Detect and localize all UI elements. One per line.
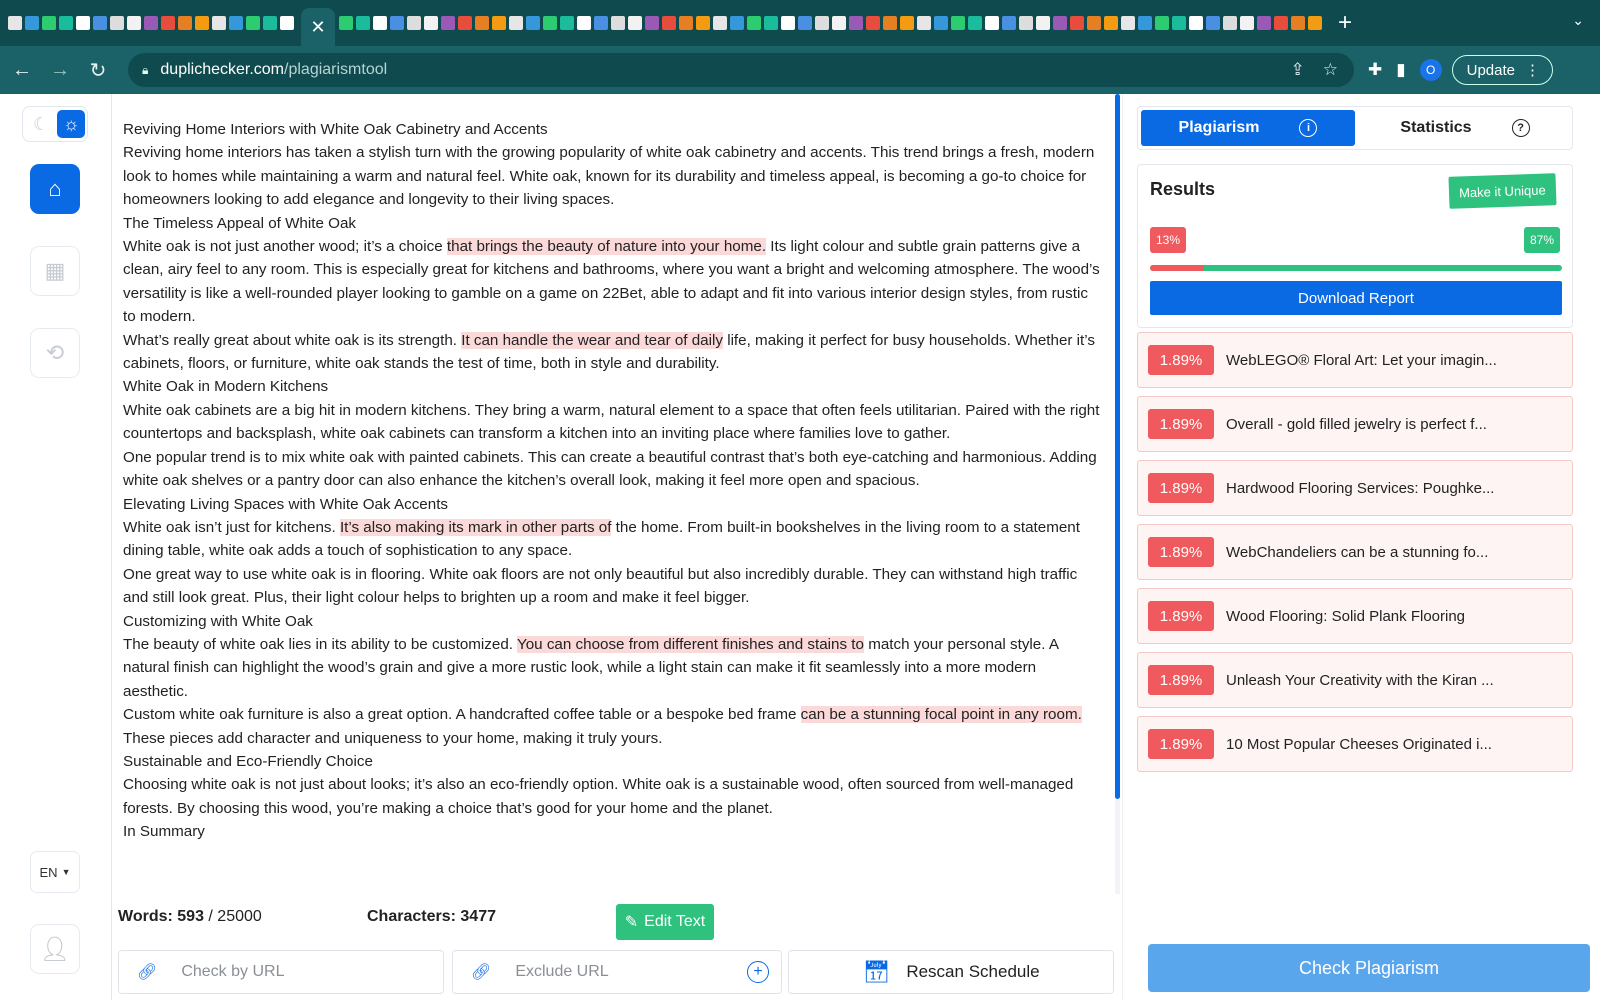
editor-text: The Timeless Appeal of White Oak xyxy=(123,214,356,232)
tab-favicon[interactable] xyxy=(1189,16,1203,30)
match-percent-badge: 1.89% xyxy=(1148,473,1214,503)
editor-text: White oak isn’t just for kitchens. xyxy=(123,518,340,536)
tab-favicon[interactable] xyxy=(764,16,778,30)
tab-favicon[interactable] xyxy=(1240,16,1254,30)
plagiarism-progress-bar xyxy=(1150,265,1562,271)
plagiarism-progress-fill xyxy=(1150,265,1204,271)
source-match-row[interactable] xyxy=(1137,460,1573,516)
help-icon[interactable]: ? xyxy=(1512,119,1530,137)
new-tab-button[interactable]: + xyxy=(1337,9,1352,36)
source-match-row[interactable] xyxy=(1137,396,1573,452)
language-selector[interactable] xyxy=(30,851,80,893)
editor-paragraph xyxy=(123,212,1102,235)
source-title: Overall - gold filled jewelry is perfect f... xyxy=(1226,415,1487,433)
words-limit: / 25000 xyxy=(203,908,262,925)
plagiarized-highlight: that brings the beauty of nature into your home. xyxy=(446,238,767,256)
tab-favicon[interactable] xyxy=(679,16,693,30)
tab-favicon[interactable] xyxy=(8,16,22,30)
check-by-url-field[interactable] xyxy=(118,950,444,994)
browser-toolbar xyxy=(0,46,1600,94)
exclude-url-field[interactable] xyxy=(452,950,782,994)
caret-down-icon: ▼ xyxy=(61,867,71,877)
pinned-tabs xyxy=(8,16,297,30)
tab-favicon[interactable] xyxy=(1138,16,1152,30)
side-panel-icon[interactable]: ▮ xyxy=(1396,60,1406,79)
tab-favicon[interactable] xyxy=(356,16,370,30)
source-match-row[interactable] xyxy=(1137,716,1573,772)
editor-text: In Summary xyxy=(123,823,205,841)
tab-favicon[interactable] xyxy=(849,16,863,30)
tab-favicon[interactable] xyxy=(212,16,226,30)
unique-percent-badge: 87% xyxy=(1524,227,1560,253)
source-title: Wood Flooring: Solid Plank Flooring xyxy=(1226,607,1466,625)
url-domain: duplichecker.com xyxy=(160,61,285,78)
editor-text: Its light colour and subtle grain patterns give a clean, airy feel to any room. This is especially great for kitchens and bathrooms, where you want a bright and welcoming atmosphere. The wood’s versatility is like a well-rounded player looking to gamble on a game on 22Bet, able to adapt and fit into various interior design styles, from rustic to modern. xyxy=(123,238,1100,326)
tab-favicon[interactable] xyxy=(747,16,761,30)
words-label: Words: xyxy=(118,908,173,925)
editor-text: White oak is not just another wood; it’s a choice xyxy=(123,238,447,256)
forward-icon[interactable]: → xyxy=(50,58,70,81)
tab-statistics-label: Statistics xyxy=(1400,119,1472,136)
source-title: 10 Most Popular Cheeses Originated i... xyxy=(1226,735,1492,753)
tab-favicon[interactable] xyxy=(339,16,353,30)
tab-favicon[interactable] xyxy=(815,16,829,30)
source-match-row[interactable] xyxy=(1137,652,1573,708)
tab-favicon[interactable] xyxy=(1002,16,1016,30)
tab-favicon[interactable] xyxy=(1291,16,1305,30)
tab-favicon[interactable] xyxy=(1104,16,1118,30)
tab-favicon[interactable] xyxy=(178,16,192,30)
tab-favicon[interactable] xyxy=(110,16,124,30)
tab-favicon[interactable] xyxy=(1206,16,1220,30)
plagiarized-highlight: can be a stunning focal point in any room. xyxy=(800,706,1082,724)
tab-favicon[interactable] xyxy=(1223,16,1237,30)
editor-scrollbar-thumb[interactable] xyxy=(1115,94,1120,799)
exclude-url-input[interactable] xyxy=(515,963,735,981)
tab-favicon[interactable] xyxy=(1121,16,1135,30)
tab-favicon[interactable] xyxy=(76,16,90,30)
tab-favicon[interactable] xyxy=(424,16,438,30)
tab-favicon[interactable] xyxy=(951,16,965,30)
calendar-icon: 📅︎ xyxy=(862,959,891,984)
source-title: WebChandeliers can be a stunning fo... xyxy=(1226,543,1489,561)
stats-bar xyxy=(112,896,1122,946)
editor-paragraph xyxy=(123,750,1102,773)
dashboard-button[interactable] xyxy=(30,246,80,296)
reload-icon[interactable]: ↻ xyxy=(89,59,107,82)
editor-text: Custom white oak furniture is also a great option. A handcrafted coffee table or a bespoke bed frame xyxy=(123,706,801,724)
tab-favicon[interactable] xyxy=(1070,16,1084,30)
tab-favicon[interactable] xyxy=(161,16,175,30)
tab-favicon[interactable] xyxy=(42,16,56,30)
editor-text: Choosing white oak is not just about looks; it’s also an eco-friendly option. White oak is a sustainable wood, often sourced from well-managed forests. By choosing this wood, you’re making a choice that’s good for your home and the planet. xyxy=(123,776,1074,817)
tab-favicon[interactable] xyxy=(492,16,506,30)
rescan-schedule-button[interactable] xyxy=(788,950,1114,994)
match-percent-badge: 1.89% xyxy=(1148,729,1214,759)
editor-paragraph xyxy=(123,141,1102,211)
editor-text: One great way to use white oak is in flooring. White oak floors are not only beautiful but also incredibly durable. They can withstand high traffic and still look great. Plus, their light colour helps to brighten up a room and make it feel bigger. xyxy=(123,565,1078,607)
tab-favicon[interactable] xyxy=(900,16,914,30)
editor-paragraph xyxy=(123,118,1102,141)
tab-favicon[interactable] xyxy=(662,16,676,30)
tab-favicon[interactable] xyxy=(798,16,812,30)
tab-favicon[interactable] xyxy=(560,16,574,30)
tab-favicon[interactable] xyxy=(25,16,39,30)
profile-avatar[interactable]: O xyxy=(1420,59,1442,81)
editor-paragraph xyxy=(123,703,1102,750)
add-url-icon[interactable]: + xyxy=(747,961,769,983)
source-match-row[interactable] xyxy=(1137,524,1573,580)
plagiarized-highlight: It can handle the wear and tear of daily xyxy=(461,331,723,349)
close-tab-icon[interactable]: ✕ xyxy=(310,16,326,37)
editor-text: life, making it perfect for busy households. Whether it’s cabinets, floors, or furniture, white oak stands the test of time, both in style and durability. xyxy=(123,331,1095,373)
tab-favicon[interactable] xyxy=(1308,16,1322,30)
user-account-button[interactable] xyxy=(30,924,80,974)
chars-label: Characters: xyxy=(367,908,456,925)
source-title: WebLEGO® Floral Art: Let your imagin... xyxy=(1226,351,1497,369)
editor-paragraph xyxy=(123,633,1102,703)
history-button[interactable] xyxy=(30,328,80,378)
match-percent-badge: 1.89% xyxy=(1148,665,1214,695)
link-icon: 🔗︎ xyxy=(137,964,158,981)
editor-text: These pieces add character and uniqueness to your home, making it truly yours. xyxy=(123,729,663,747)
browser-tab-strip xyxy=(0,0,1600,46)
tab-favicon[interactable] xyxy=(628,16,642,30)
tab-favicon[interactable] xyxy=(1087,16,1101,30)
check-plagiarism-button[interactable]: Check Plagiarism xyxy=(1148,944,1590,992)
tab-favicon[interactable] xyxy=(713,16,727,30)
tab-favicon[interactable] xyxy=(195,16,209,30)
editor-paragraph xyxy=(123,516,1102,563)
results-tabs xyxy=(1137,106,1573,150)
tab-favicon[interactable] xyxy=(543,16,557,30)
edit-text-button[interactable] xyxy=(616,904,714,940)
bookmark-star-icon[interactable]: ☆ xyxy=(1322,60,1338,79)
editor-paragraph xyxy=(123,329,1102,376)
chars-value: 3477 xyxy=(460,908,496,925)
edit-icon: ✎ xyxy=(624,914,639,931)
match-percent-badge: 1.89% xyxy=(1148,537,1214,567)
tab-favicon[interactable] xyxy=(509,16,523,30)
tab-plagiarism[interactable] xyxy=(1141,110,1355,146)
tab-favicon[interactable] xyxy=(1053,16,1067,30)
words-value: 593 xyxy=(177,908,204,925)
tab-favicon[interactable] xyxy=(611,16,625,30)
lock-icon: 🔒︎ xyxy=(142,62,149,77)
tab-favicon[interactable] xyxy=(93,16,107,30)
grid-icon: ▦ xyxy=(44,258,66,283)
editor-paragraph xyxy=(123,446,1102,493)
tab-favicon[interactable] xyxy=(968,16,982,30)
editor-text: Elevating Living Spaces with White Oak Accents xyxy=(123,495,449,513)
edit-label: Edit Text xyxy=(644,913,706,930)
tab-favicon[interactable] xyxy=(1019,16,1033,30)
match-percent-badge: 1.89% xyxy=(1148,409,1214,439)
source-title: Hardwood Flooring Services: Poughke... xyxy=(1226,479,1495,497)
info-icon[interactable]: i xyxy=(1299,119,1317,137)
theme-toggle[interactable] xyxy=(22,106,88,142)
active-tab[interactable] xyxy=(301,8,335,46)
left-sidebar xyxy=(0,94,112,1000)
text-editor[interactable] xyxy=(112,94,1122,894)
tab-favicon[interactable] xyxy=(1172,16,1186,30)
source-title: Unleash Your Creativity with the Kiran ... xyxy=(1226,671,1494,689)
moon-icon[interactable]: ☾ xyxy=(33,113,50,134)
editor-paragraph xyxy=(123,399,1102,446)
update-label: Update xyxy=(1466,61,1515,79)
history-icon: ⟲ xyxy=(45,340,65,365)
editor-paragraph xyxy=(123,235,1102,329)
results-panel xyxy=(1122,94,1600,1000)
match-percent-badge: 1.89% xyxy=(1148,601,1214,631)
tab-favicon[interactable] xyxy=(127,16,141,30)
editor-text: the home. From built-in bookshelves in the living room to a statement dining table, white oak adds a touch of sophistication to any space. xyxy=(123,518,1080,560)
match-percent-badge: 1.89% xyxy=(1148,345,1214,375)
tab-favicon[interactable] xyxy=(917,16,931,30)
tab-favicon[interactable] xyxy=(781,16,795,30)
user-icon: 👤︎ xyxy=(39,935,71,963)
editor-paragraph xyxy=(123,820,1102,843)
tab-favicon[interactable] xyxy=(696,16,710,30)
home-icon: ⌂ xyxy=(48,176,62,201)
editor-paragraph xyxy=(123,610,1102,633)
editor-text: Reviving home interiors has taken a stylish turn with the growing popularity of white oak cabinetry and accents. This trend brings a fresh, modern look to homes while maintaining a warm and natural feel. White oak, known for its durability and timeless appeal, is becoming a go-to choice for homeowners looking to add elegance and longevity to their living spaces. xyxy=(123,144,1095,209)
link-icon: 🔗︎ xyxy=(471,964,492,981)
tab-favicon[interactable] xyxy=(832,16,846,30)
tab-favicon[interactable] xyxy=(441,16,455,30)
editor-text: Sustainable and Eco-Friendly Choice xyxy=(123,752,373,770)
editor-paragraph xyxy=(123,773,1102,820)
editor-text: The beauty of white oak lies in its ability to be customized. xyxy=(123,635,517,653)
tab-favicon[interactable] xyxy=(373,16,387,30)
sun-icon[interactable]: ☼ xyxy=(57,110,85,138)
tab-search-icon[interactable]: ⌄ xyxy=(1572,12,1584,28)
tab-favicon[interactable] xyxy=(280,16,294,30)
results-summary xyxy=(1137,164,1573,328)
word-count xyxy=(118,908,262,926)
tab-favicon[interactable] xyxy=(730,16,744,30)
tab-plagiarism-label: Plagiarism xyxy=(1178,119,1260,136)
tab-favicon[interactable] xyxy=(594,16,608,30)
tab-favicon[interactable] xyxy=(458,16,472,30)
tab-statistics[interactable] xyxy=(1358,107,1572,149)
language-label: EN xyxy=(39,864,58,880)
tab-favicon[interactable] xyxy=(407,16,421,30)
editor-paragraph xyxy=(123,493,1102,516)
extensions-puzzle-icon[interactable]: ✚ xyxy=(1368,60,1383,79)
tab-favicon[interactable] xyxy=(985,16,999,30)
tab-favicon[interactable] xyxy=(246,16,260,30)
tab-favicon[interactable] xyxy=(866,16,880,30)
tab-favicon[interactable] xyxy=(526,16,540,30)
editor-text: One popular trend is to mix white oak with painted cabinets. This can create a beautiful contrast that’s both eye-catching and harmonious. Adding white oak shelves or a pantry door can also enhance the kitchen’s overall look, making it feel more open and spacious. xyxy=(123,448,1097,490)
tab-favicon[interactable] xyxy=(390,16,404,30)
tab-favicon[interactable] xyxy=(1257,16,1271,30)
home-button[interactable] xyxy=(30,164,80,214)
tab-favicon[interactable] xyxy=(577,16,591,30)
share-icon[interactable]: ⇪ xyxy=(1290,60,1305,79)
plagiarized-highlight: You can choose from different finishes and stains to xyxy=(516,635,864,653)
background-tabs xyxy=(339,16,1325,30)
download-report-button[interactable]: Download Report xyxy=(1150,281,1562,315)
editor-paragraph xyxy=(123,563,1102,610)
source-match-row[interactable] xyxy=(1137,588,1573,644)
editor-text: White oak cabinets are a big hit in modern kitchens. They bring a warm, natural element to a space that often feels utilitarian. Paired with the right countertops and backsplash, white oak cabinets can transform a kitchen into an inviting place where families love to gather. xyxy=(123,401,1100,443)
editor-paragraph xyxy=(123,375,1102,398)
editor-text: Reviving Home Interiors with White Oak Cabinetry and Accents xyxy=(123,121,548,138)
tab-favicon[interactable] xyxy=(59,16,73,30)
check-by-url-input[interactable] xyxy=(181,963,401,981)
source-match-row[interactable] xyxy=(1137,332,1573,388)
tab-favicon[interactable] xyxy=(934,16,948,30)
editor-text: Customizing with White Oak xyxy=(123,612,313,630)
editor-text: match your personal style. A natural finish can highlight the wood’s grain and give a more rustic look, while a light stain can make it fit seamlessly into a more modern aesthetic. xyxy=(123,635,1059,700)
update-button[interactable] xyxy=(1452,55,1553,85)
tab-favicon[interactable] xyxy=(645,16,659,30)
make-it-unique-button[interactable]: Make it Unique xyxy=(1449,173,1557,209)
plagiarized-percent-badge: 13% xyxy=(1150,227,1186,253)
results-title: Results xyxy=(1150,179,1216,199)
tab-favicon[interactable] xyxy=(883,16,897,30)
tab-favicon[interactable] xyxy=(144,16,158,30)
back-icon[interactable]: ← xyxy=(12,58,32,81)
rescan-label: Rescan Schedule xyxy=(906,962,1040,981)
address-bar[interactable] xyxy=(128,53,1354,87)
url-path: /plagiarismtool xyxy=(284,61,388,78)
more-menu-icon[interactable]: ⋮ xyxy=(1524,62,1540,79)
tab-favicon[interactable] xyxy=(263,16,277,30)
tab-favicon[interactable] xyxy=(1274,16,1288,30)
editor-text: White Oak in Modern Kitchens xyxy=(123,378,329,396)
plagiarized-highlight: It’s also making its mark in other parts of xyxy=(339,518,612,536)
tab-favicon[interactable] xyxy=(475,16,489,30)
character-count xyxy=(367,908,496,926)
editor-text: What’s really great about white oak is its strength. xyxy=(123,331,462,349)
tab-favicon[interactable] xyxy=(1036,16,1050,30)
tab-favicon[interactable] xyxy=(1155,16,1169,30)
tab-favicon[interactable] xyxy=(229,16,243,30)
